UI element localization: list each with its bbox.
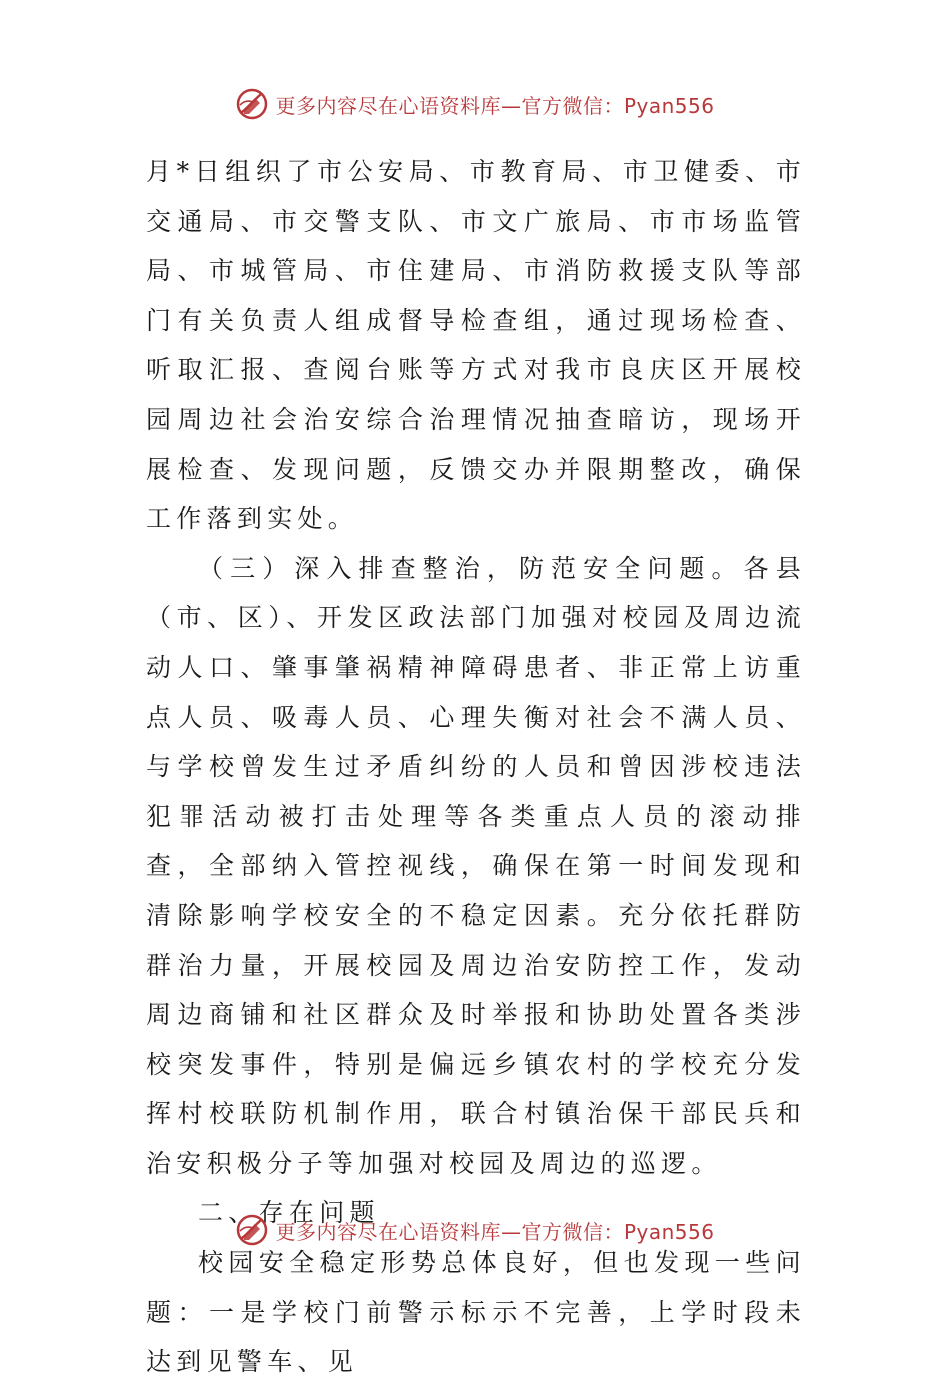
pen-logo-icon	[235, 87, 269, 121]
paragraph-section-three: （三）深入排查整治，防范安全问题。各县（市、区）、开发区政法部门加强对校园及周边流动人口、肇事肇祸精神障碍患者、非正常上访重点人员、吸毒人员、心理失衡对社会不满人员、与学校曾发生过矛盾纠纷的人员和曾因涉校违法犯罪活动被打击处理等各类重点人员的滚动排查，全部纳入管控视线，确保在第一时间发现和清除影响学校安全的不稳定因素。充分依托群防群治力量，开展校园及周边治安防控工作，发动周边商铺和社区群众及时举报和协助处置各类涉校突发事件，特别是偏远乡镇农村的学校充分发挥村校联防机制作用，联合村镇治保干部民兵和治安积极分子等加强对校园及周边的巡逻。	[146, 553, 806, 1178]
document-body	[146, 147, 806, 1387]
header-watermark-text: 更多内容尽在心语资料库—官方微信：Pyan556	[275, 93, 715, 118]
header-watermark-banner	[0, 82, 950, 126]
footer-watermark-banner	[0, 1208, 950, 1252]
section-heading-problems: 二、存在问题	[198, 1198, 380, 1228]
pen-logo-icon	[235, 1213, 269, 1247]
paragraph-problems: 校园安全稳定形势总体良好，但也发现一些问题：一是学校门前警示标示不完善，上学时段未达到见警车、见	[146, 1248, 806, 1377]
paragraph-continuation: 月*日组织了市公安局、市教育局、市卫健委、市交通局、市交警支队、市文广旅局、市市场监管局、市城管局、市住建局、市消防救援支队等部门有关负责人组成督导检查组，通过现场检查、听取汇报、查阅台账等方式对我市良庆区开展校园周边社会治安综合治理情况抽查暗访，现场开展检查、发现问题，反馈交办并限期整改，确保工作落到实处。	[146, 157, 806, 534]
footer-watermark-text: 更多内容尽在心语资料库—官方微信：Pyan556	[275, 1219, 715, 1244]
